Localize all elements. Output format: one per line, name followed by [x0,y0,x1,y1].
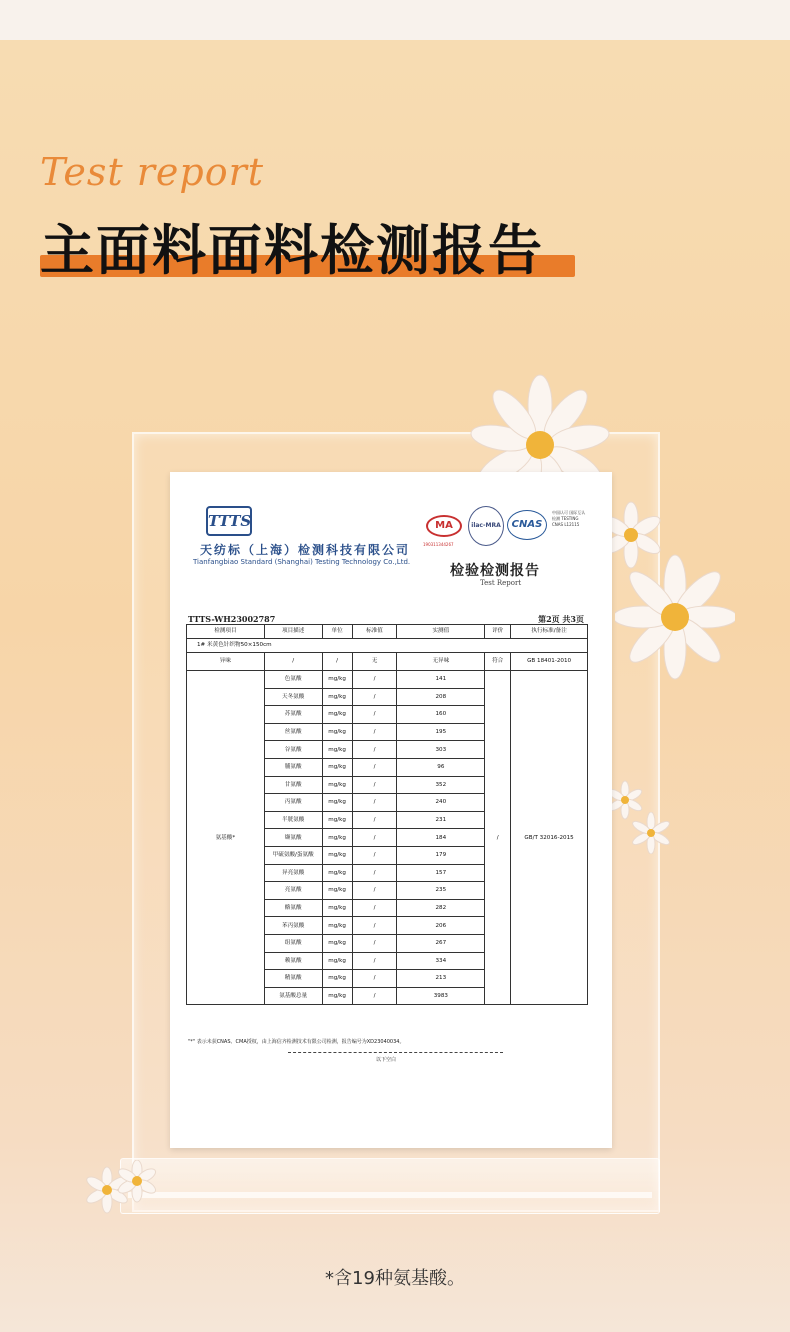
amino-standard: / [352,899,397,917]
amino-value: 195 [397,723,485,741]
amino-standard: / [352,882,397,900]
amino-value: 3983 [397,987,485,1005]
amino-standard: / [352,987,397,1005]
amino-value: 282 [397,899,485,917]
sample-row [187,639,588,653]
amino-standard: / [352,671,397,689]
amino-value: 157 [397,864,485,882]
amino-name: 半胱氨酸 [264,811,322,829]
amino-standard: / [352,864,397,882]
amino-value: 240 [397,794,485,812]
amino-standard: / [352,723,397,741]
amino-value: 267 [397,934,485,952]
test-report-document [170,472,612,1148]
amino-unit: mg/kg [322,829,352,847]
amino-unit: mg/kg [322,882,352,900]
company-name-cn: 天纺标（上海）检测科技有限公司 [200,543,411,557]
amino-standard: / [352,706,397,724]
amino-name: 精氨酸 [264,970,322,988]
amino-name: 天冬氨酸 [264,688,322,706]
daisy-flower-icon [630,812,672,854]
amino-name: 酪氨酸 [264,899,322,917]
ilac-mra-seal: ilac-MRA [468,506,504,546]
cma-seal-number: 190311344267 [423,542,454,547]
amino-unit: mg/kg [322,899,352,917]
amino-standard: / [352,846,397,864]
cma-seal: MA [426,515,462,537]
sample-description: 1# 米黄色针织物50×150cm [187,639,588,653]
stand-base-highlight [128,1192,652,1198]
amino-value: 235 [397,882,485,900]
ttts-logo: TTTS [206,506,252,536]
odor-standard: 无 [352,653,397,671]
script-title: Test report [40,150,265,194]
odor-evaluation: 符合 [485,653,511,671]
amino-value: 208 [397,688,485,706]
amino-value: 141 [397,671,485,689]
amino-name: 脯氨酸 [264,758,322,776]
amino-value: 334 [397,952,485,970]
amino-standard: / [352,917,397,935]
amino-name: 亮氨酸 [264,882,322,900]
amino-value: 179 [397,846,485,864]
amino-unit: mg/kg [322,970,352,988]
amino-unit: mg/kg [322,758,352,776]
odor-standard-ref: GB 18401-2010 [511,653,588,671]
amino-unit: mg/kg [322,706,352,724]
amino-name: 谷氨酸 [264,741,322,759]
amino-name: 甘氨酸 [264,776,322,794]
amino-name: 甲硫氨酸/蛋氨酸 [264,846,322,864]
amino-standard: / [352,688,397,706]
end-divider [288,1052,503,1053]
amino-unit: mg/kg [322,952,352,970]
amino-value: 206 [397,917,485,935]
table-header-cell: 实测值 [397,625,485,639]
odor-unit: / [322,653,352,671]
report-title-en: Test Report [480,579,522,587]
amino-name: 氨基酸总量 [264,987,322,1005]
amino-unit: mg/kg [322,723,352,741]
table-row [187,671,588,689]
amino-name: 赖氨酸 [264,952,322,970]
table-header-cell: 评价 [485,625,511,639]
amino-standard: / [352,776,397,794]
table-header-cell: 单位 [322,625,352,639]
amino-value: 231 [397,811,485,829]
amino-unit: mg/kg [322,934,352,952]
amino-name: 色氨酸 [264,671,322,689]
amino-name: 组氨酸 [264,934,322,952]
table-header-cell: 标准值 [352,625,397,639]
amino-value: 96 [397,758,485,776]
amino-name: 异亮氨酸 [264,864,322,882]
odor-desc: / [264,653,322,671]
amino-standard: / [352,934,397,952]
amino-unit: mg/kg [322,794,352,812]
amino-group-item: 氨基酸* [187,671,265,1005]
amino-unit: mg/kg [322,776,352,794]
amino-standard: / [352,829,397,847]
report-number: TTTS-WH23002787 [188,614,276,624]
report-title-cn: 检验检测报告 [450,563,540,579]
cnas-seal: CNAS [507,510,547,540]
amino-standard: / [352,794,397,812]
amino-standard: / [352,952,397,970]
report-footnote: "*" 表示未获CNAS、CMA授权，由上海信齐检测技术有限公司检测，报告编号为XD23040034。 [188,1039,405,1045]
table-header-cell: 项目描述 [264,625,322,639]
amino-value: 213 [397,970,485,988]
table-header-cell: 执行标准/备注 [511,625,588,639]
table-header-cell: 检测项目 [187,625,265,639]
amino-unit: mg/kg [322,811,352,829]
end-text: 以下空白 [376,1057,397,1063]
amino-group-standard-ref: GB/T 32016-2015 [511,671,588,1005]
table-header-row [187,625,588,639]
amino-unit: mg/kg [322,864,352,882]
amino-unit: mg/kg [322,688,352,706]
amino-group-evaluation: / [485,671,511,1005]
daisy-flower-icon [85,1160,165,1215]
amino-standard: / [352,970,397,988]
page-title: 主面料面料检测报告 [40,219,544,282]
amino-unit: mg/kg [322,741,352,759]
amino-name: 丝氨酸 [264,723,322,741]
acrylic-stand-base [120,1158,660,1214]
page-info: 第2页 共3页 [538,614,584,624]
amino-value: 352 [397,776,485,794]
amino-unit: mg/kg [322,987,352,1005]
amino-name: 丙氨酸 [264,794,322,812]
odor-item: 异味 [187,653,265,671]
amino-unit: mg/kg [322,846,352,864]
amino-value: 303 [397,741,485,759]
amino-standard: / [352,741,397,759]
amino-name: 苯丙氨酸 [264,917,322,935]
amino-standard: / [352,758,397,776]
table-row [187,653,588,671]
amino-name: 缬氨酸 [264,829,322,847]
company-name-en: Tianfangbiao Standard (Shanghai) Testing Technology Co.,Ltd. [193,558,411,566]
amino-value: 160 [397,706,485,724]
test-results-table [186,624,588,1005]
cnas-seal-text: 中国认可 国际互认 检测 TESTING CNAS L12115 [552,510,586,527]
amino-unit: mg/kg [322,917,352,935]
amino-unit: mg/kg [322,671,352,689]
amino-standard: / [352,811,397,829]
amino-value: 184 [397,829,485,847]
caption: *含19种氨基酸。 [325,1268,465,1289]
amino-name: 苏氨酸 [264,706,322,724]
odor-measured: 无异味 [397,653,485,671]
